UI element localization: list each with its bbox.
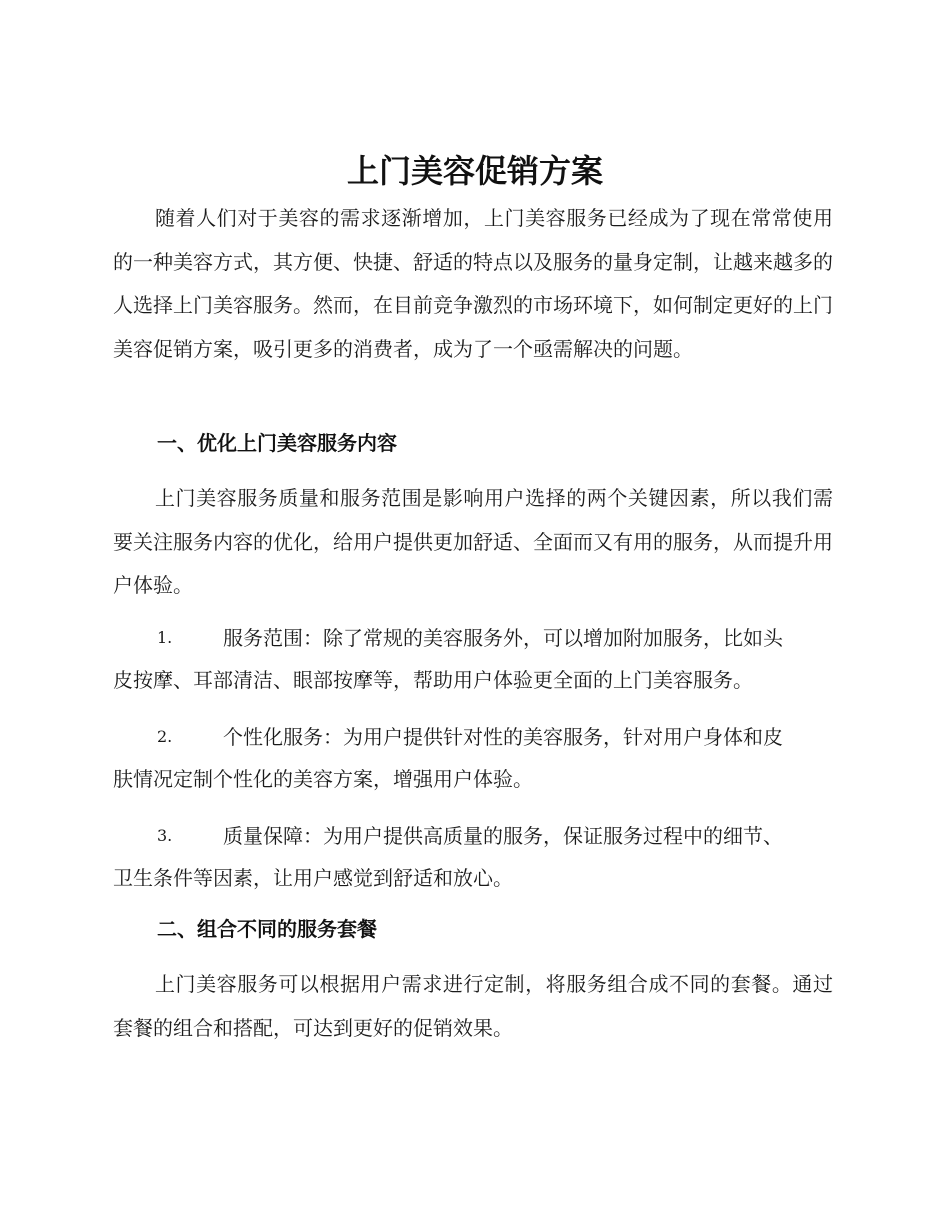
list-item-text-continued: 肤情况定制个性化的美容方案，增强用户体验。: [113, 767, 533, 791]
intro-paragraph: 随着人们对于美容的需求逐渐增加，上门美容服务已经成为了现在常常使用的一种美容方式，其方便、快捷、舒适的特点以及服务的量身定制，让越来越多的人选择上门美容服务。然而，在目前竞争激烈的市场环境下，如何制定更好的上门美容促销方案，吸引更多的消费者，成为了一个亟需解决的问题。: [113, 206, 833, 361]
list-number: 1.: [157, 628, 173, 647]
list-item-text-continued: 皮按摩、耳部清洁、眼部按摩等，帮助用户体验更全面的上门美容服务。: [113, 668, 753, 692]
section-1-heading: 一、优化上门美容服务内容: [157, 431, 397, 455]
list-item-text: 个性化服务：为用户提供针对性的美容服务，针对用户身体和皮: [223, 725, 783, 749]
section-2-heading: 二、组合不同的服务套餐: [157, 917, 377, 941]
list-item-text: 服务范围：除了常规的美容服务外，可以增加附加服务，比如头: [223, 626, 783, 650]
list-number: 2.: [157, 727, 173, 746]
list-item-3: [113, 815, 833, 899]
document-title: 上门美容促销方案: [346, 152, 603, 190]
section-1-paragraph: 上门美容服务质量和服务范围是影响用户选择的两个关键因素，所以我们需要关注服务内容的优化，给用户提供更加舒适、全面而又有用的服务，从而提升用户体验。: [113, 486, 833, 597]
list-item-text: 质量保障：为用户提供高质量的服务，保证服务过程中的细节、: [223, 824, 783, 848]
list-number: 3.: [157, 826, 173, 845]
list-item-1: [113, 617, 833, 701]
section-2-paragraph: 上门美容服务可以根据用户需求进行定制，将服务组合成不同的套餐。通过套餐的组合和搭配，可达到更好的促销效果。: [113, 972, 833, 1040]
list-item-2: [113, 716, 833, 800]
list-item-text-continued: 卫生条件等因素，让用户感觉到舒适和放心。: [113, 866, 513, 890]
